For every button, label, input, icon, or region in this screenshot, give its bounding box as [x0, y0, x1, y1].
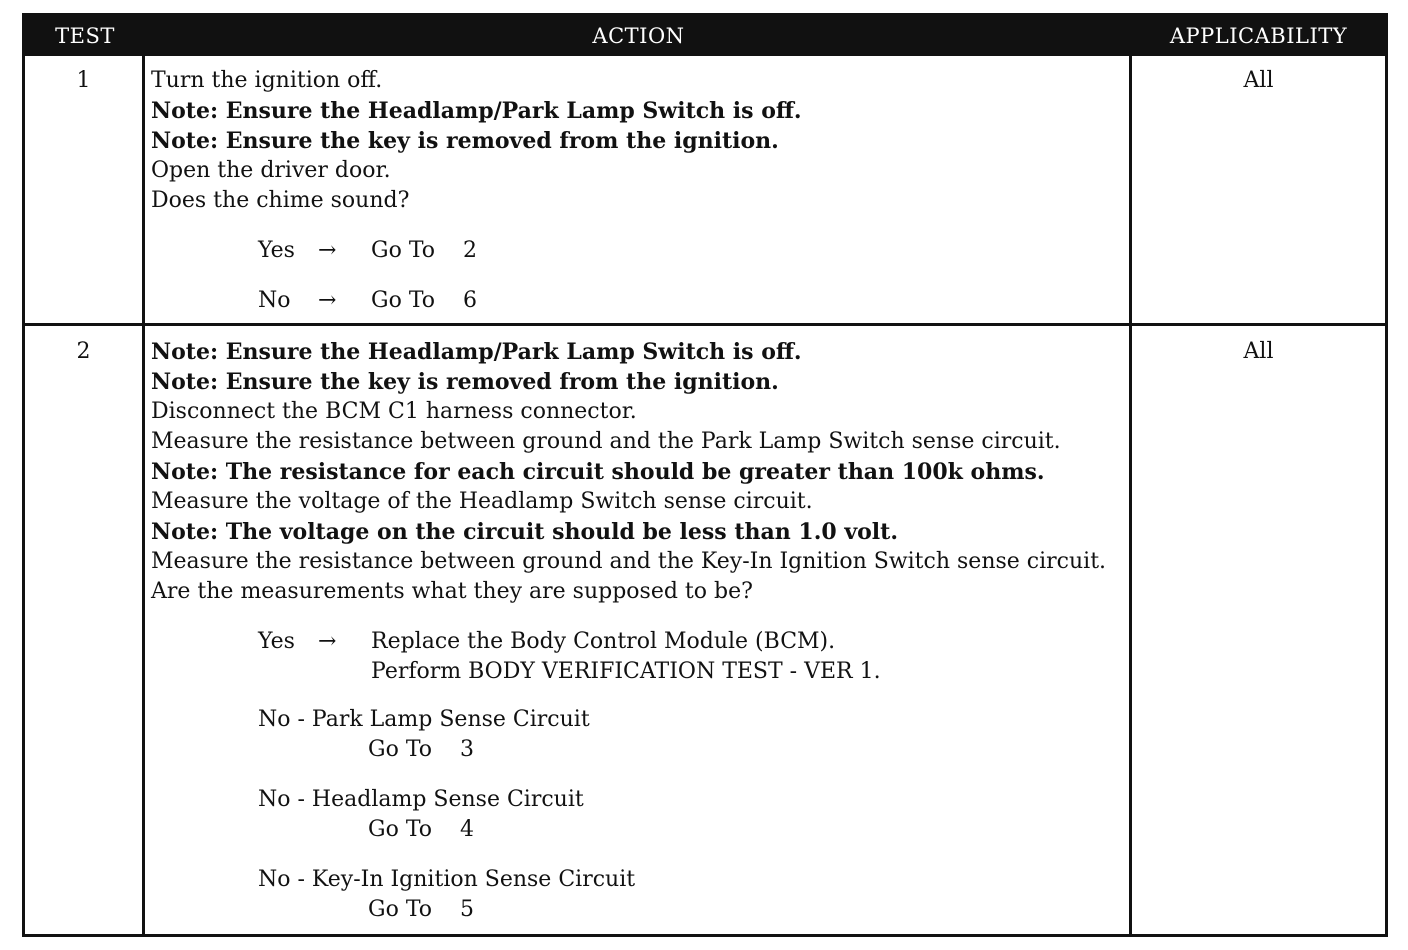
goto-label: Go To — [368, 817, 433, 842]
goto-label: Go To — [371, 238, 436, 263]
action-line: Measure the voltage of the Headlamp Switch sense circuit. — [151, 489, 813, 514]
action-note: Note: The voltage on the circuit should be less than 1.0 volt. — [151, 519, 898, 545]
outcome-action: Replace the Body Control Module (BCM). — [371, 629, 836, 654]
outcome-no — [258, 286, 1126, 316]
action-line: Open the driver door. — [151, 158, 391, 183]
action-line: Measure the resistance between ground and the Park Lamp Switch sense circuit. — [151, 429, 1061, 454]
action-line: Measure the resistance between ground and the Key-In Ignition Switch sense circuit. — [151, 549, 1107, 574]
table-header — [25, 16, 1385, 56]
action-note: Note: Ensure the Headlamp/Park Lamp Switch is off. — [151, 339, 802, 365]
goto-label: Go To — [371, 288, 436, 313]
action-note: Note: Ensure the key is removed from the ignition. — [151, 128, 779, 154]
outcome-no-label: No - Park Lamp Sense Circuit — [258, 707, 590, 732]
outcome-label: Yes — [258, 238, 295, 263]
applicability-value: All — [1243, 68, 1274, 93]
outcome-no-goto — [368, 815, 1126, 845]
test-number: 1 — [76, 68, 91, 93]
action-line: Turn the ignition off. — [151, 68, 383, 93]
action-cell — [151, 66, 1126, 316]
outcome-label: No — [258, 288, 291, 313]
column-divider-applicability — [1129, 56, 1132, 934]
outcome-no-goto — [368, 735, 1126, 765]
outcome-no-goto — [368, 895, 1126, 925]
action-note: Note: Ensure the Headlamp/Park Lamp Switch is off. — [151, 98, 802, 124]
goto-target: 6 — [463, 288, 477, 313]
outcome-yes — [258, 236, 1126, 266]
action-question: Does the chime sound? — [151, 188, 410, 213]
outcome-action: Perform BODY VERIFICATION TEST - VER 1. — [371, 659, 881, 684]
column-divider-test — [142, 56, 145, 934]
outcome-no-label: No - Key-In Ignition Sense Circuit — [258, 867, 636, 892]
outcome-yes — [258, 627, 1126, 657]
outcome-no-label: No - Headlamp Sense Circuit — [258, 787, 584, 812]
goto-target: 5 — [460, 897, 474, 922]
action-line: Disconnect the BCM C1 harness connector. — [151, 399, 637, 424]
action-question: Are the measurements what they are supposed to be? — [151, 579, 753, 604]
action-note: Note: The resistance for each circuit should be greater than 100k ohms. — [151, 459, 1045, 485]
test-number: 2 — [76, 339, 91, 364]
outcome-label: Yes — [258, 629, 295, 654]
arrow-right-icon: → — [318, 238, 337, 263]
header-action: ACTION — [592, 24, 685, 48]
applicability-value: All — [1243, 339, 1274, 364]
diagnostic-table — [22, 13, 1388, 937]
header-applicability: APPLICABILITY — [1169, 24, 1348, 48]
goto-target: 4 — [460, 817, 474, 842]
goto-target: 2 — [463, 238, 477, 263]
outcome-yes-continued — [258, 657, 1126, 687]
goto-label: Go To — [368, 897, 433, 922]
goto-target: 3 — [460, 737, 474, 762]
goto-label: Go To — [368, 737, 433, 762]
action-cell — [151, 337, 1126, 925]
header-test: TEST — [55, 24, 115, 48]
action-note: Note: Ensure the key is removed from the ignition. — [151, 369, 779, 395]
arrow-right-icon: → — [318, 288, 337, 313]
row-divider — [25, 323, 1385, 326]
arrow-right-icon: → — [318, 629, 337, 654]
